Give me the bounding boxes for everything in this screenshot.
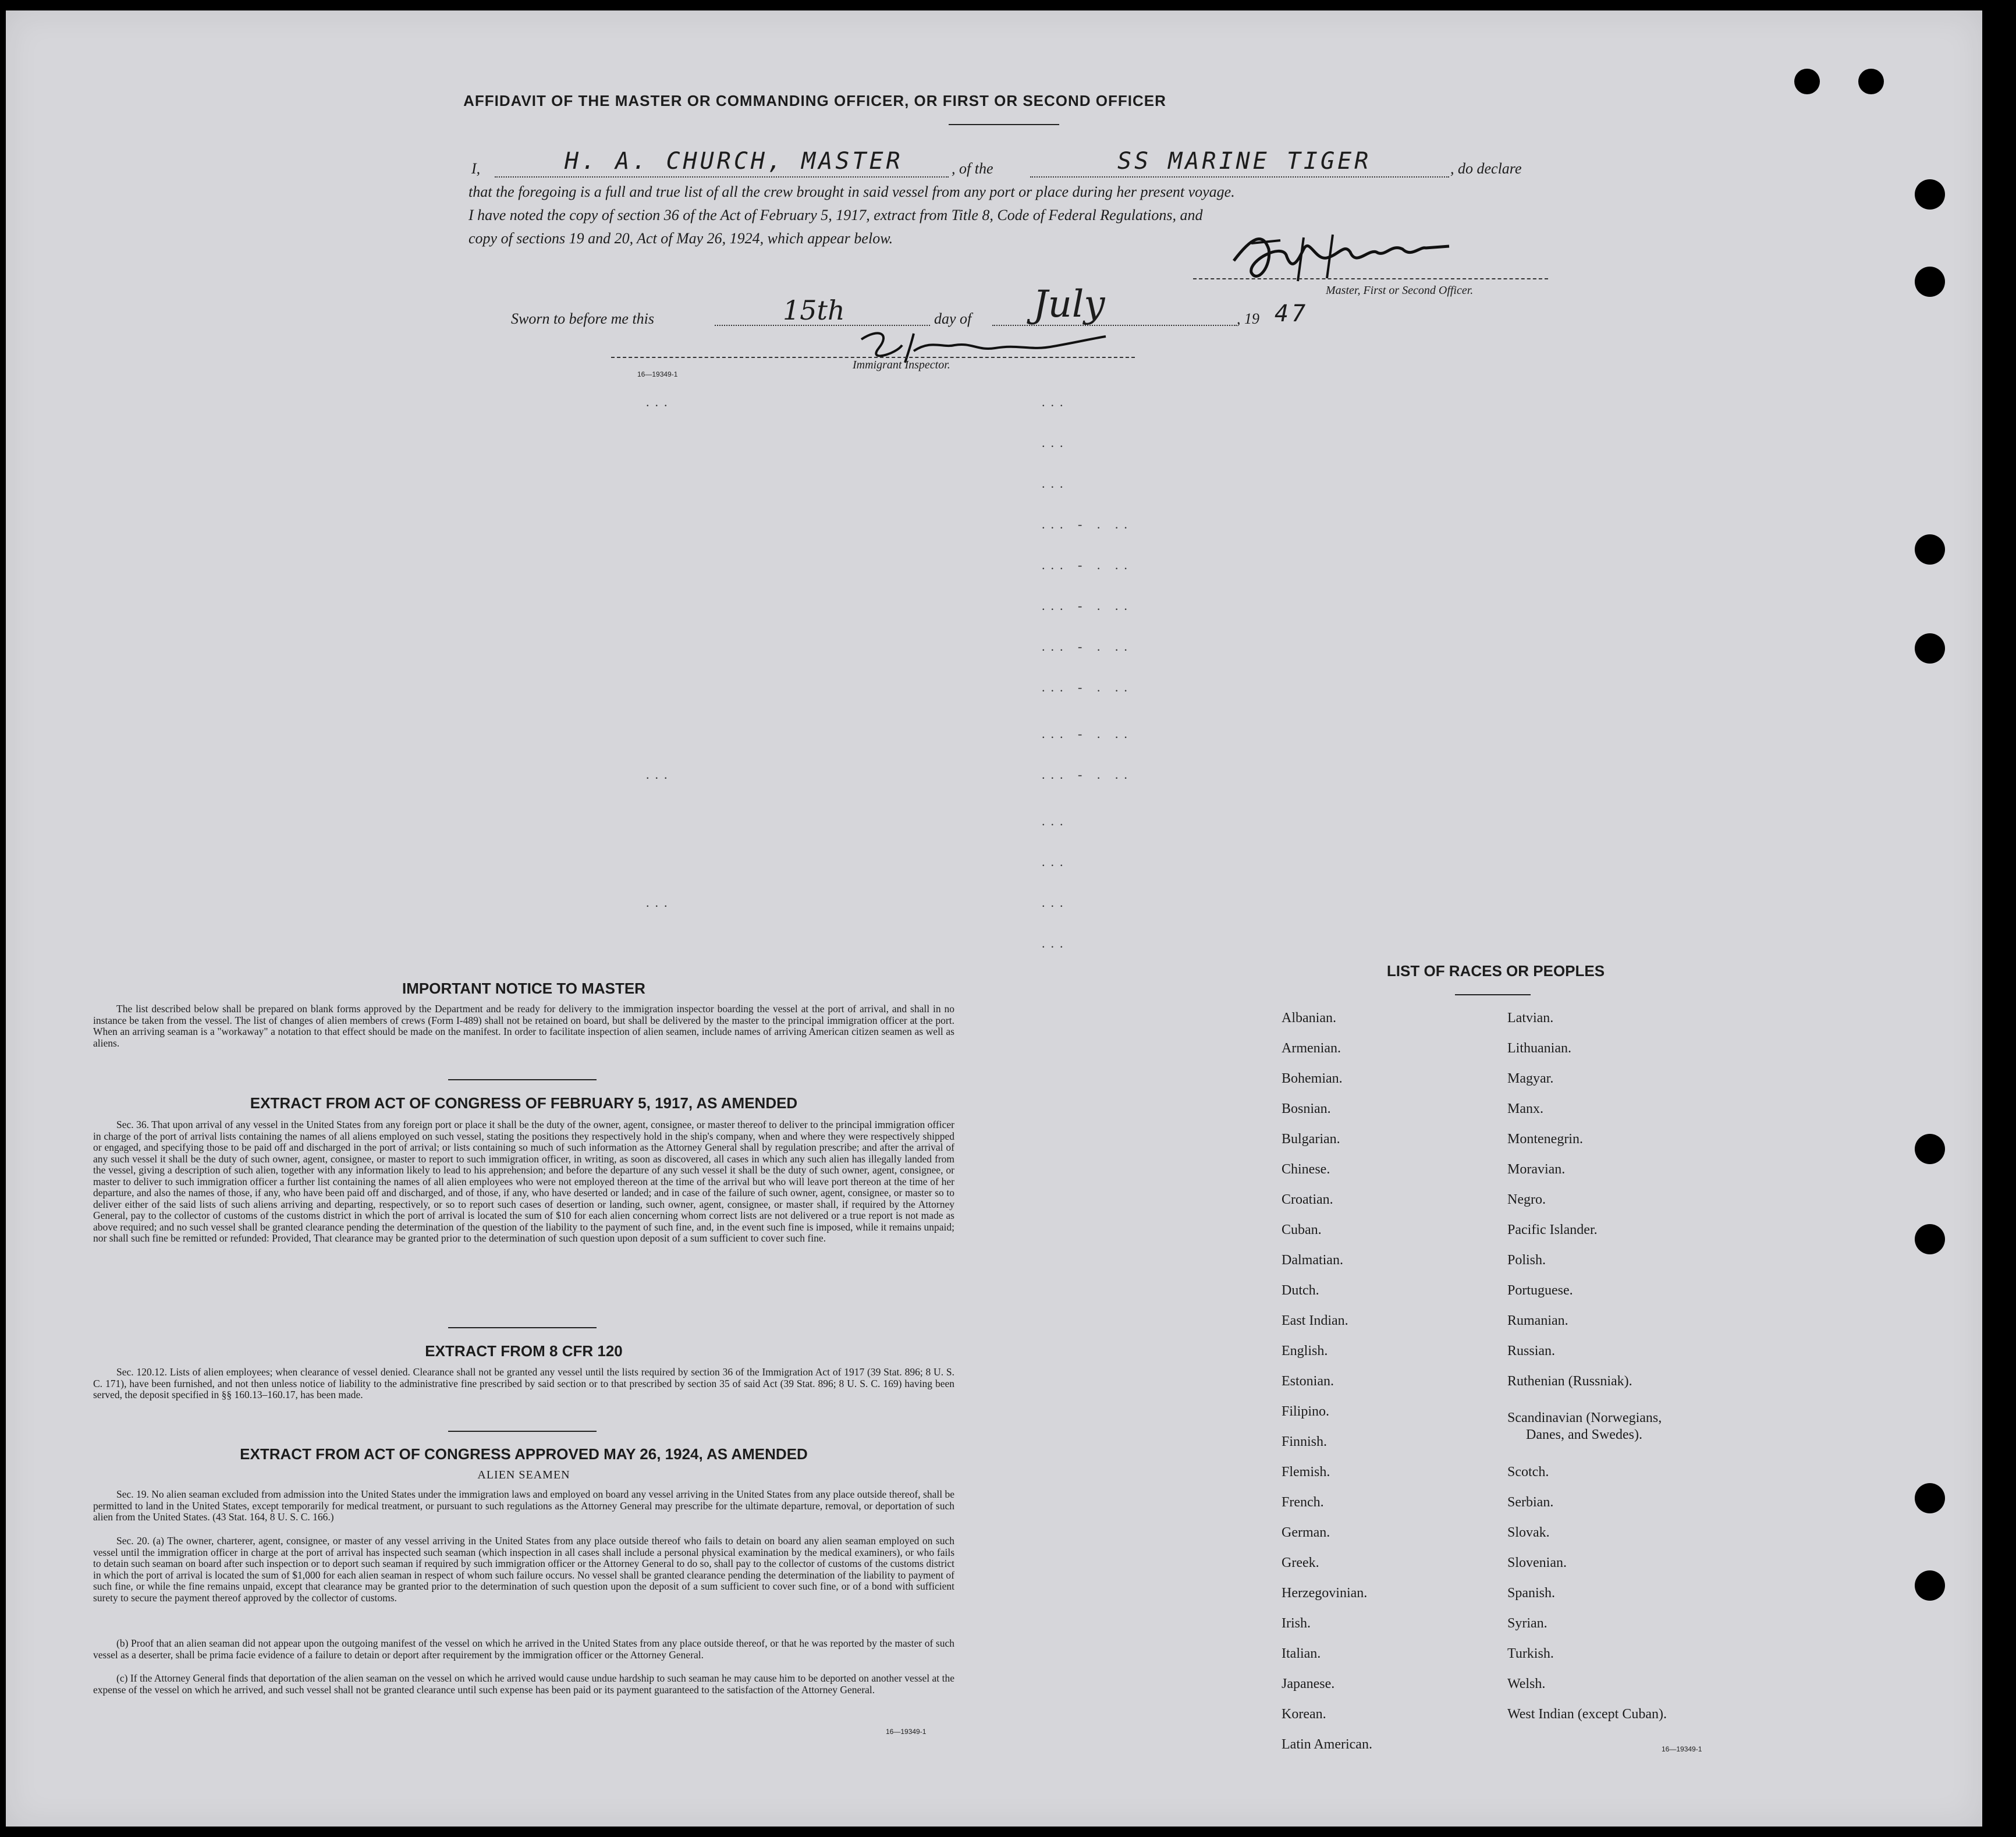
race-item: Dalmatian. bbox=[1282, 1253, 1343, 1268]
master-name-line bbox=[495, 176, 949, 178]
races-title: LIST OF RACES OR PEOPLES bbox=[1386, 962, 1605, 980]
race-item: Portuguese. bbox=[1507, 1283, 1573, 1298]
stray-marks: ... - . .. bbox=[1042, 680, 1133, 694]
master-signature bbox=[1216, 226, 1507, 290]
race-item: Bohemian. bbox=[1282, 1071, 1343, 1086]
affidavit-title: AFFIDAVIT OF THE MASTER OR COMMANDING OFFICER, OR FIRST OR SECOND OFFICER bbox=[463, 92, 1166, 109]
stray-marks: ... bbox=[1042, 395, 1069, 409]
left-form-number: 16—19349-1 bbox=[886, 1728, 927, 1736]
race-item: Magyar. bbox=[1507, 1071, 1554, 1086]
race-item: Flemish. bbox=[1282, 1464, 1330, 1480]
race-item: Latin American. bbox=[1282, 1737, 1372, 1752]
race-item: Syrian. bbox=[1507, 1616, 1548, 1631]
race-item: Welsh. bbox=[1507, 1676, 1546, 1691]
stray-marks: ... - . .. bbox=[1042, 517, 1133, 531]
master-signature-caption: Master, First or Second Officer. bbox=[1326, 284, 1474, 297]
sec-20a-body: Sec. 20. (a) The owner, charterer, agent, consignee, or master of any vessel arriving in the United States from any place outside thereof who fails to detain on board any alien seaman employed on such vessel until the immigration officer in charge at the port of arrival has inspected such seaman (which inspection in all cases shall include a personal physical examination by the medical examiners), or who fails to detain such seaman on board after such inspection or to deport such seaman if required by such immigration officer or the Attorney General to do so, shall pay to the collector of customs of the customs district in which the port of arrival is located the sum of $1,000 for each alien seaman in respect of whom such failure occurs. No vessel shall be granted clearance pending the determination of the liability to payment of such fine, or while the fine remains unpaid, except that clearance may be granted prior to the determination of such question upon the deposit of a sum sufficient to cover such fine, or of a bond with sufficient surety to secure the payment thereof approved by the collector of customs. bbox=[93, 1535, 954, 1604]
race-item: Scotch. bbox=[1507, 1464, 1549, 1480]
punch-hole bbox=[1858, 69, 1884, 94]
race-item: German. bbox=[1282, 1525, 1330, 1540]
race-item: Chinese. bbox=[1282, 1162, 1330, 1177]
punch-hole bbox=[1794, 69, 1820, 94]
race-item: Italian. bbox=[1282, 1646, 1321, 1661]
day-of-label: day of bbox=[934, 310, 972, 327]
stray-marks: ... bbox=[1042, 814, 1069, 828]
sworn-month-field: July bbox=[1033, 283, 1105, 326]
race-item: Bulgarian. bbox=[1282, 1132, 1340, 1147]
race-item: Estonian. bbox=[1282, 1374, 1334, 1389]
race-item: Spanish. bbox=[1507, 1586, 1556, 1601]
race-item: Slovenian. bbox=[1507, 1555, 1567, 1570]
race-item: Pacific Islander. bbox=[1507, 1222, 1598, 1237]
notice-title: IMPORTANT NOTICE TO MASTER bbox=[402, 980, 645, 997]
race-item: Moravian. bbox=[1507, 1162, 1566, 1177]
race-item: Filipino. bbox=[1282, 1404, 1330, 1419]
inspector-signature-line bbox=[611, 357, 1135, 358]
race-item: Croatian. bbox=[1282, 1192, 1333, 1207]
race-item: East Indian. bbox=[1282, 1313, 1348, 1328]
stray-marks: ... bbox=[1042, 854, 1069, 869]
race-item: Manx. bbox=[1507, 1101, 1543, 1116]
notice-body: The list described below shall be prepared on blank forms approved by the Department and be ready for delivery to the immigration inspector boarding the vessel at the port of arrival, and shall in no instance be taken from the vessel. The list of changes of alien members of crews (Form I-489) shall not be retained on board, but shall be delivered by the master to the principal immigration officer at the port. When an arriving seaman is a "workaway" a notation to that effect should be made on the manifest. In order to facilitate inspection of alien seamen, include names of arriving American citizen seamen as well as aliens. bbox=[93, 1003, 954, 1049]
sec-19-body: Sec. 19. No alien seaman excluded from admission into the United States under the immigration laws and employed on board any vessel arriving in the United States from any place outside thereof, shall be permitted to land in the United States, except temporarily for medical treatment, or pursuant to such regulations as the Attorney General may prescribe for the ultimate departure, removal, or deportation of such alien from the United States. (43 Stat. 164, 8 U. S. C. 166.) bbox=[93, 1488, 954, 1523]
race-item: Lithuanian. bbox=[1507, 1041, 1571, 1056]
do-declare-label: , do declare bbox=[1450, 160, 1522, 177]
year-suffix: 47 bbox=[1275, 300, 1309, 327]
race-item: Turkish. bbox=[1507, 1646, 1554, 1661]
race-item: Korean. bbox=[1282, 1707, 1326, 1722]
vessel-name-field: SS MARINE TIGER bbox=[1117, 148, 1372, 175]
stray-marks: ... - . .. bbox=[1042, 726, 1133, 741]
race-item: Armenian. bbox=[1282, 1041, 1341, 1056]
stray-marks: ... bbox=[1042, 895, 1069, 910]
master-signature-line bbox=[1193, 278, 1548, 279]
section-divider bbox=[448, 1079, 597, 1080]
race-item: Herzegovinian. bbox=[1282, 1586, 1368, 1601]
race-item: Ruthenian (Russniak). bbox=[1507, 1374, 1632, 1389]
punch-hole bbox=[1915, 633, 1945, 664]
race-item: Negro. bbox=[1507, 1192, 1546, 1207]
stray-marks: ... bbox=[1042, 936, 1069, 951]
race-item: Russian. bbox=[1507, 1343, 1556, 1359]
extract-1917-title: EXTRACT FROM ACT OF CONGRESS OF FEBRUARY 5, 1917, AS AMENDED bbox=[250, 1094, 798, 1112]
form-page bbox=[6, 10, 1982, 1827]
stray-marks: ... - . .. bbox=[1042, 767, 1133, 782]
sworn-day-field: 15th bbox=[783, 295, 845, 326]
race-item: Finnish. bbox=[1282, 1434, 1328, 1449]
race-item: English. bbox=[1282, 1343, 1328, 1359]
declaration-line-4: copy of sections 19 and 20, Act of May 26, 1924, which appear below. bbox=[468, 230, 893, 247]
race-item: Slovak. bbox=[1507, 1525, 1550, 1540]
races-form-number: 16—19349-1 bbox=[1662, 1745, 1702, 1753]
race-item: Danes, and Swedes). bbox=[1526, 1427, 1642, 1442]
race-item: Latvian. bbox=[1507, 1010, 1554, 1026]
sworn-label: Sworn to before me this bbox=[511, 310, 655, 327]
extract-cfr-body: Sec. 120.12. Lists of alien employees; when clearance of vessel denied. Clearance shall not be granted any vessel until the lists required by section 36 of the Immigration Act of 1917 (39 Stat. 896; 8 U. S. C. 171), have been furnished, and not then unless notice of liability to the administrative fine prescribed by said section or to that prescribed by section 35 of said Act (39 Stat. 896; 8 U. S. C. 169) having been served, the deposit specified in §§ 160.13–160.17, has been made. bbox=[93, 1366, 954, 1400]
section-divider bbox=[448, 1431, 597, 1432]
stray-marks: ... - . .. bbox=[1042, 598, 1133, 613]
title-divider bbox=[949, 124, 1059, 125]
stray-marks: ... bbox=[646, 395, 673, 409]
stray-marks: ... bbox=[646, 895, 673, 910]
punch-hole bbox=[1915, 1483, 1945, 1513]
vessel-name-line bbox=[1030, 176, 1449, 178]
race-item: Rumanian. bbox=[1507, 1313, 1568, 1328]
punch-hole bbox=[1915, 534, 1945, 565]
race-item: Irish. bbox=[1282, 1616, 1311, 1631]
master-name-field: H. A. CHURCH, MASTER bbox=[565, 148, 903, 175]
race-item: Dutch. bbox=[1282, 1283, 1319, 1298]
race-item: Albanian. bbox=[1282, 1010, 1336, 1026]
stray-marks: ... - . .. bbox=[1042, 639, 1133, 654]
punch-hole bbox=[1915, 179, 1945, 210]
punch-hole bbox=[1915, 1570, 1945, 1601]
inspector-caption: Immigrant Inspector. bbox=[853, 359, 950, 371]
sec-20c-body: (c) If the Attorney General finds that deportation of the alien seaman on the vessel on which he arrived would cause undue hardship to such seaman he may cause him to be deported on another vessel at the expense of the vessel on which he arrived, and such vessel shall not be granted clearance until such expense has been paid or its payment guaranteed to the satisfaction of the Attorney General. bbox=[93, 1672, 954, 1696]
races-divider bbox=[1455, 994, 1531, 995]
punch-hole bbox=[1915, 1134, 1945, 1164]
race-item: West Indian (except Cuban). bbox=[1507, 1707, 1667, 1722]
punch-hole bbox=[1915, 267, 1945, 297]
race-item: Montenegrin. bbox=[1507, 1132, 1583, 1147]
sec-20b-body: (b) Proof that an alien seaman did not appear upon the outgoing manifest of the vessel on which he arrived in the United States from any place outside thereof, or that he was reported by the master of such vessel as a deserter, shall be prima facie evidence of a failure to detain or deport after requirement by the immigration officer or the Attorney General. bbox=[93, 1637, 954, 1661]
of-the-label: , of the bbox=[952, 160, 993, 177]
race-item: Serbian. bbox=[1507, 1495, 1554, 1510]
race-item: Polish. bbox=[1507, 1253, 1546, 1268]
year-prefix: , 19 bbox=[1237, 310, 1259, 327]
race-item: Japanese. bbox=[1282, 1676, 1335, 1691]
stray-marks: ... - . .. bbox=[1042, 558, 1133, 572]
extract-1924-title: EXTRACT FROM ACT OF CONGRESS APPROVED MAY 26, 1924, AS AMENDED bbox=[240, 1445, 808, 1463]
signature-graphic bbox=[1216, 226, 1507, 290]
declaration-line-2: that the foregoing is a full and true list of all the crew brought in said vessel from any port or place during her present voyage. bbox=[468, 183, 1235, 200]
race-item: Cuban. bbox=[1282, 1222, 1322, 1237]
punch-hole bbox=[1915, 1224, 1945, 1254]
affidavit-form-number: 16—19349-1 bbox=[637, 370, 678, 378]
race-item: Bosnian. bbox=[1282, 1101, 1331, 1116]
declaration-line-3: I have noted the copy of section 36 of the Act of February 5, 1917, extract from Title 8, Code of Federal Regulations, and bbox=[468, 207, 1203, 224]
extract-cfr-title: EXTRACT FROM 8 CFR 120 bbox=[425, 1342, 623, 1360]
stray-marks: ... bbox=[1042, 435, 1069, 450]
section-divider bbox=[448, 1327, 597, 1328]
extract-1917-body: Sec. 36. That upon arrival of any vessel in the United States from any foreign port or place it shall be the duty of the owner, agent, consignee, or master thereof to deliver to the principal immigration officer in charge of the port of arrival lists containing the names of all aliens employed on such vessel, stating the positions they respectively hold in the ship's company, when and where they were respectively shipped or engaged, and specifying those to be paid off and discharged in the port of arrival; or lists containing so much of such information as the Attorney General shall by regulation prescribe; and after the arrival of any such vessel it shall be the duty of such owner, agent, consignee, or master to report to such immigration officer, in writing, as soon as discovered, all cases in which any such alien has illegally landed from the vessel, giving a description of such alien, together with any information likely to lead to his apprehension; and before the departure of any such vessel it shall be the duty of such owner, agent, consignee, or master to deliver to such immigration officer a further list containing the names of all alien employees who were not employed thereon at the time of the arrival but who will leave port thereon at the time of her departure, and also the names of those, if any, who have been paid off and discharged, and of those, if any, who have deserted or landed; and in case of the failure of such owner, agent, consignee, or master so to deliver either of the said lists of such aliens arriving and departing, respectively, or so to report such cases of desertion or landing, such owner, agent, consignee, or master shall, if required by the Attorney General, pay to the collector of customs of the customs district in which the port of arrival is located the sum of $10 for each alien concerning whom correct lists are not delivered or a true report is not made as above required; and no such vessel shall be granted clearance pending the determination of the question of the liability to the payment of such fine, and, in the event such fine is imposed, while it remains unpaid; nor shall such fine be remitted or refunded: Provided, That clearance may be granted prior to the determination of such question upon deposit of a sum sufficient to cover such fine. bbox=[93, 1119, 954, 1244]
alien-seamen-subtitle: ALIEN SEAMEN bbox=[477, 1469, 570, 1481]
stray-marks: ... bbox=[1042, 476, 1069, 491]
race-item: French. bbox=[1282, 1495, 1324, 1510]
declaration-prefix: I, bbox=[471, 160, 481, 177]
race-item: Scandinavian (Norwegians, bbox=[1507, 1410, 1662, 1425]
stray-marks: ... bbox=[646, 767, 673, 782]
race-item: Greek. bbox=[1282, 1555, 1319, 1570]
